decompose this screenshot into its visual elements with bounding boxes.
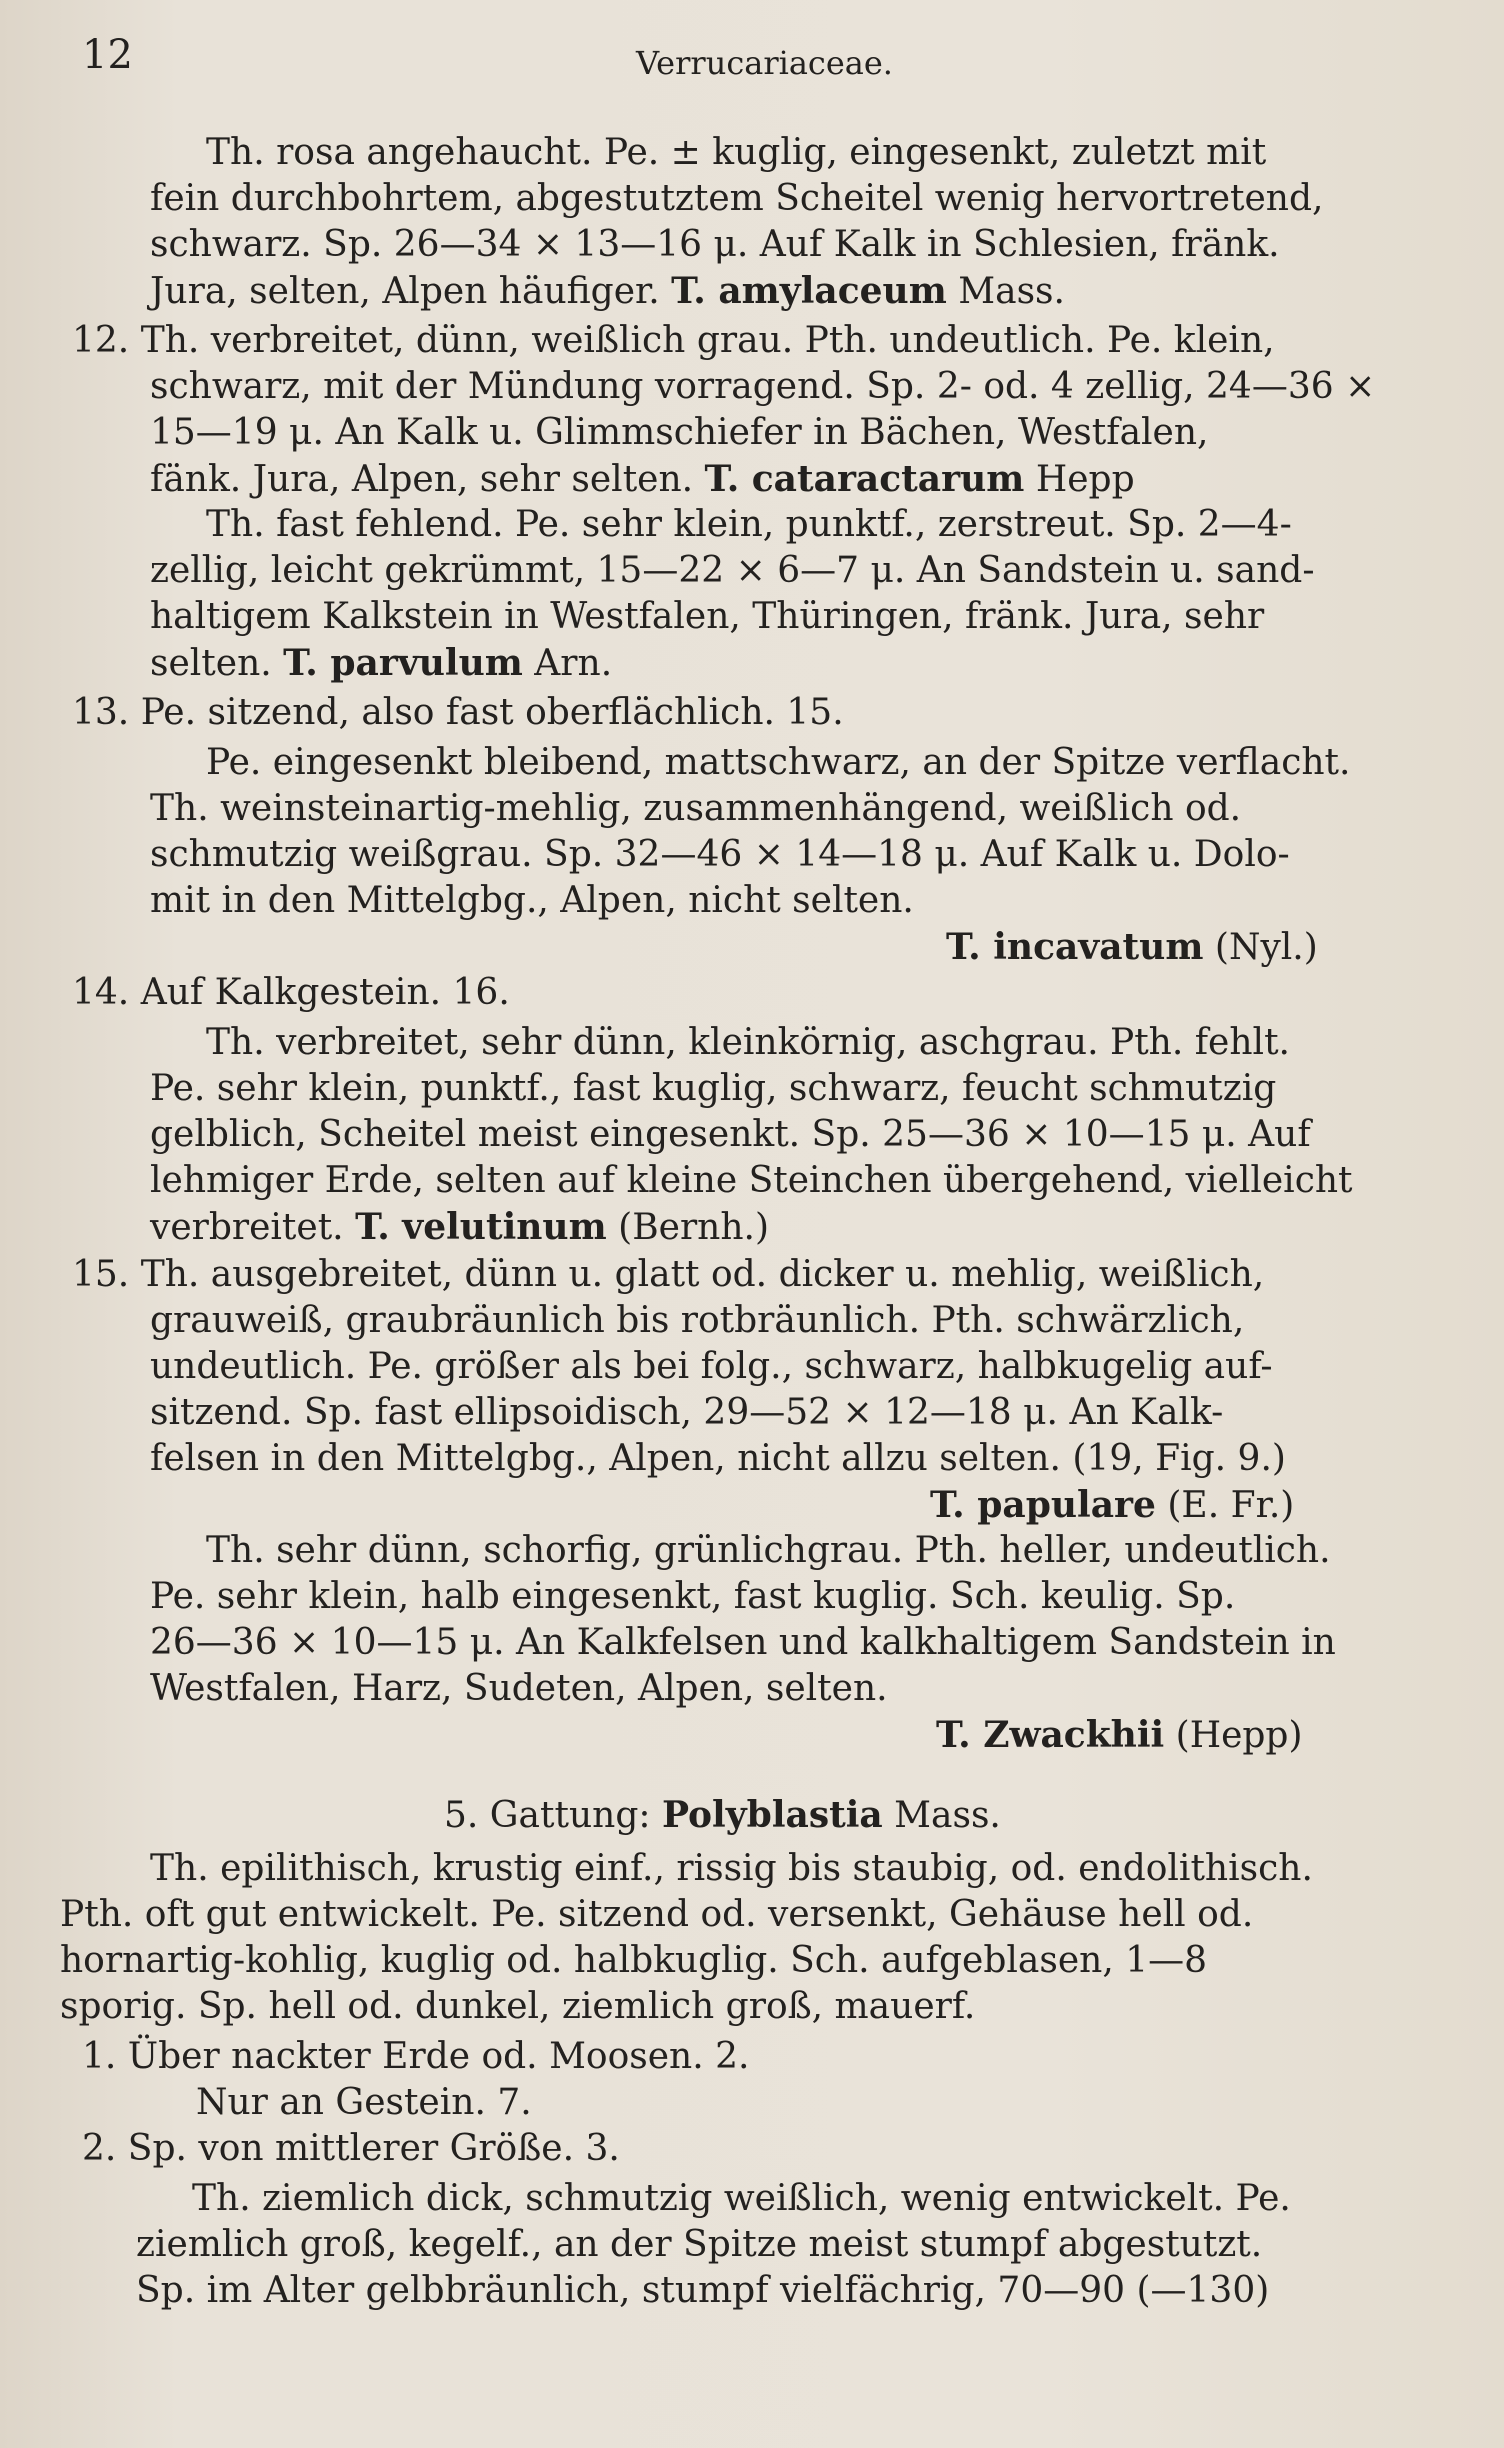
text-line	[150, 786, 1241, 832]
line-text: Th. fast fehlend. Pe. sehr klein, punktf., zerstreut. Sp. 2—4-	[206, 504, 1292, 545]
text-line	[150, 1344, 1273, 1390]
text-line	[150, 1204, 769, 1251]
line-text: (E. Fr.)	[1155, 1485, 1295, 1526]
text-line	[60, 1938, 1207, 1984]
species-name: T. Zwackhii	[936, 1714, 1165, 1756]
line-text: Hepp	[1024, 459, 1135, 500]
line-text: Westfalen, Harz, Sudeten, Alpen, selten.	[150, 1668, 888, 1709]
text-line	[206, 740, 1350, 786]
line-text: sitzend. Sp. fast ellipsoidisch, 29—52 × 12—18 μ. An Kalk-	[150, 1392, 1224, 1433]
text-line	[72, 690, 844, 736]
species-name: T. cataractarum	[704, 458, 1025, 500]
text-line	[150, 594, 1264, 640]
text-line	[150, 1158, 1353, 1204]
line-text: fänk. Jura, Alpen, sehr selten.	[150, 459, 705, 500]
text-line	[150, 1066, 1276, 1112]
text-line	[946, 924, 1318, 971]
text-line	[150, 176, 1323, 222]
line-text: Pe. sehr klein, punktf., fast kuglig, schwarz, feucht schmutzig	[150, 1068, 1277, 1109]
line-text: Mass.	[882, 1795, 1001, 1836]
line-text: Th. sehr dünn, schorfig, grünlichgrau. Pth. heller, undeutlich.	[206, 1530, 1331, 1571]
line-text: Jura, selten, Alpen häufiger.	[150, 271, 672, 312]
line-text: fein durchbohrtem, abgestutztem Scheitel wenig hervortretend,	[150, 178, 1324, 219]
text-line	[150, 1620, 1336, 1666]
text-line	[150, 1298, 1244, 1344]
text-line	[930, 1482, 1294, 1529]
page-number: 12	[82, 32, 133, 78]
line-text: lehmiger Erde, selten auf kleine Steinchen übergehend, vielleicht	[150, 1160, 1353, 1201]
line-text: undeutlich. Pe. größer als bei folg., schwarz, halbkugelig auf-	[150, 1346, 1273, 1387]
line-text: (Hepp)	[1164, 1715, 1303, 1756]
line-text: Nur an Gestein. 7.	[196, 2082, 532, 2123]
line-text: Mass.	[946, 271, 1065, 312]
text-line	[150, 1666, 888, 1712]
text-line	[150, 878, 914, 924]
species-name: Polyblastia	[661, 1794, 883, 1836]
line-text: Arn.	[522, 643, 613, 684]
line-text: 5. Gattung:	[444, 1795, 662, 1836]
text-line	[206, 130, 1266, 176]
line-text: Pe. sehr klein, halb eingesenkt, fast kuglig. Sch. keulig. Sp.	[150, 1576, 1236, 1617]
line-text: ziemlich groß, kegelf., an der Spitze meist stumpf abgestutzt.	[136, 2224, 1263, 2265]
line-text: Th. epilithisch, krustig einf., rissig bis staubig, od. endolithisch.	[150, 1848, 1313, 1889]
line-text: (Bernh.)	[606, 1207, 770, 1248]
text-line	[150, 364, 1375, 410]
line-text: gelblich, Scheitel meist eingesenkt. Sp. 25—36 × 10—15 μ. Auf	[150, 1114, 1311, 1155]
text-line	[136, 2222, 1262, 2268]
line-text: Th. weinsteinartig-mehlig, zusammenhängend, weißlich od.	[150, 788, 1242, 829]
text-line	[136, 2268, 1269, 2314]
line-text: Th. ziemlich dick, schmutzig weißlich, wenig entwickelt. Pe.	[192, 2178, 1291, 2219]
species-name: T. papulare	[930, 1484, 1156, 1526]
line-text: 15. Th. ausgebreitet, dünn u. glatt od. dicker u. mehlig, weißlich,	[72, 1254, 1265, 1295]
text-line	[196, 2080, 532, 2126]
text-line	[72, 970, 510, 1016]
line-text: schmutzig weißgrau. Sp. 32—46 × 14—18 μ. Auf Kalk u. Dolo-	[150, 834, 1290, 875]
line-text: (Nyl.)	[1203, 927, 1318, 968]
line-text: 1. Über nackter Erde od. Moosen. 2.	[82, 2036, 750, 2077]
text-line	[150, 832, 1290, 878]
line-text: Pth. oft gut entwickelt. Pe. sitzend od. versenkt, Gehäuse hell od.	[60, 1894, 1254, 1935]
text-line	[150, 640, 612, 687]
line-text: 2. Sp. von mittlerer Größe. 3.	[82, 2128, 620, 2169]
species-name: T. velutinum	[355, 1206, 607, 1248]
text-line	[72, 1252, 1264, 1298]
line-text: schwarz, mit der Mündung vorragend. Sp. 2- od. 4 zellig, 24—36 ×	[150, 366, 1376, 407]
text-line	[150, 410, 1208, 456]
text-line	[82, 2126, 620, 2172]
line-text: Th. verbreitet, sehr dünn, kleinkörnig, aschgrau. Pth. fehlt.	[206, 1022, 1290, 1063]
species-name: T. parvulum	[283, 642, 523, 684]
line-text: sporig. Sp. hell od. dunkel, ziemlich groß, mauerf.	[60, 1986, 976, 2027]
text-line	[150, 1574, 1235, 1620]
line-text: Sp. im Alter gelbbräunlich, stumpf vielfächrig, 70—90 (—130)	[136, 2270, 1270, 2311]
text-line	[150, 1112, 1311, 1158]
line-text: schwarz. Sp. 26—34 × 13—16 μ. Auf Kalk in Schlesien, fränk.	[150, 224, 1280, 265]
text-line	[150, 268, 1065, 315]
text-line	[192, 2176, 1291, 2222]
line-text: 12. Th. verbreitet, dünn, weißlich grau. Pth. undeutlich. Pe. klein,	[72, 320, 1275, 361]
text-line	[444, 1792, 1001, 1839]
text-line	[82, 2034, 749, 2080]
line-text: verbreitet.	[150, 1207, 356, 1248]
text-line	[150, 548, 1315, 594]
text-line	[150, 1846, 1313, 1892]
line-text: haltigem Kalkstein in Westfalen, Thüringen, fränk. Jura, sehr	[150, 596, 1265, 637]
species-name: T. incavatum	[946, 926, 1204, 968]
running-header-title: Verrucariaceae.	[636, 44, 893, 82]
species-name: T. amylaceum	[671, 270, 947, 312]
text-line	[206, 1020, 1290, 1066]
text-line	[150, 222, 1280, 268]
line-text: zellig, leicht gekrümmt, 15—22 × 6—7 μ. An Sandstein u. sand-	[150, 550, 1315, 591]
line-text: 15—19 μ. An Kalk u. Glimmschiefer in Bächen, Westfalen,	[150, 412, 1209, 453]
line-text: felsen in den Mittelgbg., Alpen, nicht allzu selten. (19, Fig. 9.)	[150, 1438, 1286, 1479]
line-text: 26—36 × 10—15 μ. An Kalkfelsen und kalkhaltigem Sandstein in	[150, 1622, 1336, 1663]
line-text: 13. Pe. sitzend, also fast oberflächlich. 15.	[72, 692, 844, 733]
line-text: Pe. eingesenkt bleibend, mattschwarz, an der Spitze verflacht.	[206, 742, 1351, 783]
text-line	[150, 1436, 1286, 1482]
text-line	[150, 456, 1135, 503]
line-text: Th. rosa angehaucht. Pe. ± kuglig, eingesenkt, zuletzt mit	[206, 132, 1267, 173]
text-line	[206, 1528, 1331, 1574]
line-text: selten.	[150, 643, 284, 684]
text-line	[72, 318, 1275, 364]
text-line	[206, 502, 1292, 548]
line-text: mit in den Mittelgbg., Alpen, nicht selten.	[150, 880, 914, 921]
text-line	[60, 1984, 975, 2030]
text-line	[936, 1712, 1303, 1759]
line-text: hornartig-kohlig, kuglig od. halbkuglig. Sch. aufgeblasen, 1—8	[60, 1940, 1208, 1981]
line-text: grauweiß, graubräunlich bis rotbräunlich. Pth. schwärzlich,	[150, 1300, 1245, 1341]
text-line	[150, 1390, 1223, 1436]
text-line	[60, 1892, 1253, 1938]
line-text: 14. Auf Kalkgestein. 16.	[72, 972, 510, 1013]
